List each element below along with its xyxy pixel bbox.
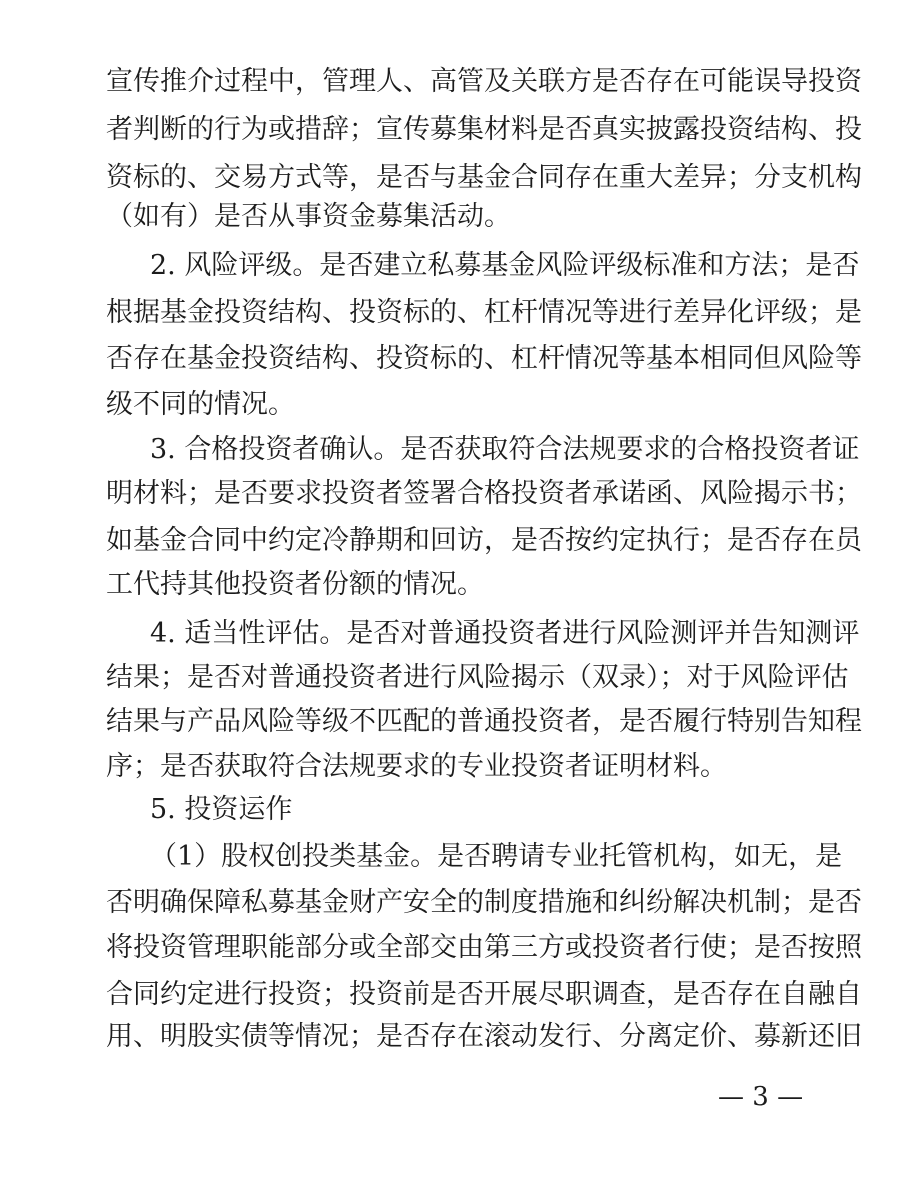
body-text-line: 结果；是否对普通投资者进行风险揭示（双录）；对于风险评估	[106, 662, 849, 693]
subsection-heading-equity-fund: （1）股权创投类基金。是否聘请专业托管机构，如无，是	[150, 841, 843, 872]
body-text-line: 者判断的行为或措辞；宣传募集材料是否真实披露投资结构、投	[106, 114, 862, 145]
body-text-line: 级不同的情况。	[106, 389, 295, 420]
section-heading-qualified-investor: 3. 合格投资者确认。是否获取符合法规要求的合格投资者证	[150, 434, 860, 465]
body-text-line: 用、明股实债等情况；是否存在滚动发行、分离定价、募新还旧	[106, 1021, 862, 1052]
page-number: — 3 —	[718, 1082, 804, 1112]
body-text-line: 否明确保障私募基金财产安全的制度措施和纠纷解决机制；是否	[106, 887, 862, 918]
body-text-line: 宣传推介过程中，管理人、高管及关联方是否存在可能误导投资	[106, 66, 862, 97]
section-heading-investment-operation: 5. 投资运作	[150, 794, 293, 825]
body-text-line: 将投资管理职能部分或全部交由第三方或投资者行使；是否按照	[106, 932, 862, 963]
section-heading-suitability: 4. 适当性评估。是否对普通投资者进行风险测评并告知测评	[150, 618, 860, 649]
body-text-line: 工代持其他投资者份额的情况。	[106, 569, 484, 600]
body-text-line: 资标的、交易方式等，是否与基金合同存在重大差异；分支机构	[106, 162, 862, 193]
body-text-line: 如基金合同中约定冷静期和回访，是否按约定执行；是否存在员	[106, 525, 862, 556]
body-text-line: 结果与产品风险等级不匹配的普通投资者，是否履行特别告知程	[106, 706, 862, 737]
body-text-line: 否存在基金投资结构、投资标的、杠杆情况等基本相同但风险等	[106, 343, 862, 374]
section-heading-risk-rating: 2. 风险评级。是否建立私募基金风险评级标准和方法；是否	[150, 250, 860, 281]
body-text-line: 明材料；是否要求投资者签署合格投资者承诺函、风险揭示书；	[106, 478, 862, 509]
body-text-line: 合同约定进行投资；投资前是否开展尽职调查，是否存在自融自	[106, 979, 862, 1010]
body-text-line: 序；是否获取符合法规要求的专业投资者证明材料。	[106, 751, 727, 782]
body-text-line: （如有）是否从事资金募集活动。	[106, 201, 511, 232]
body-text-line: 根据基金投资结构、投资标的、杠杆情况等进行差异化评级；是	[106, 297, 862, 328]
